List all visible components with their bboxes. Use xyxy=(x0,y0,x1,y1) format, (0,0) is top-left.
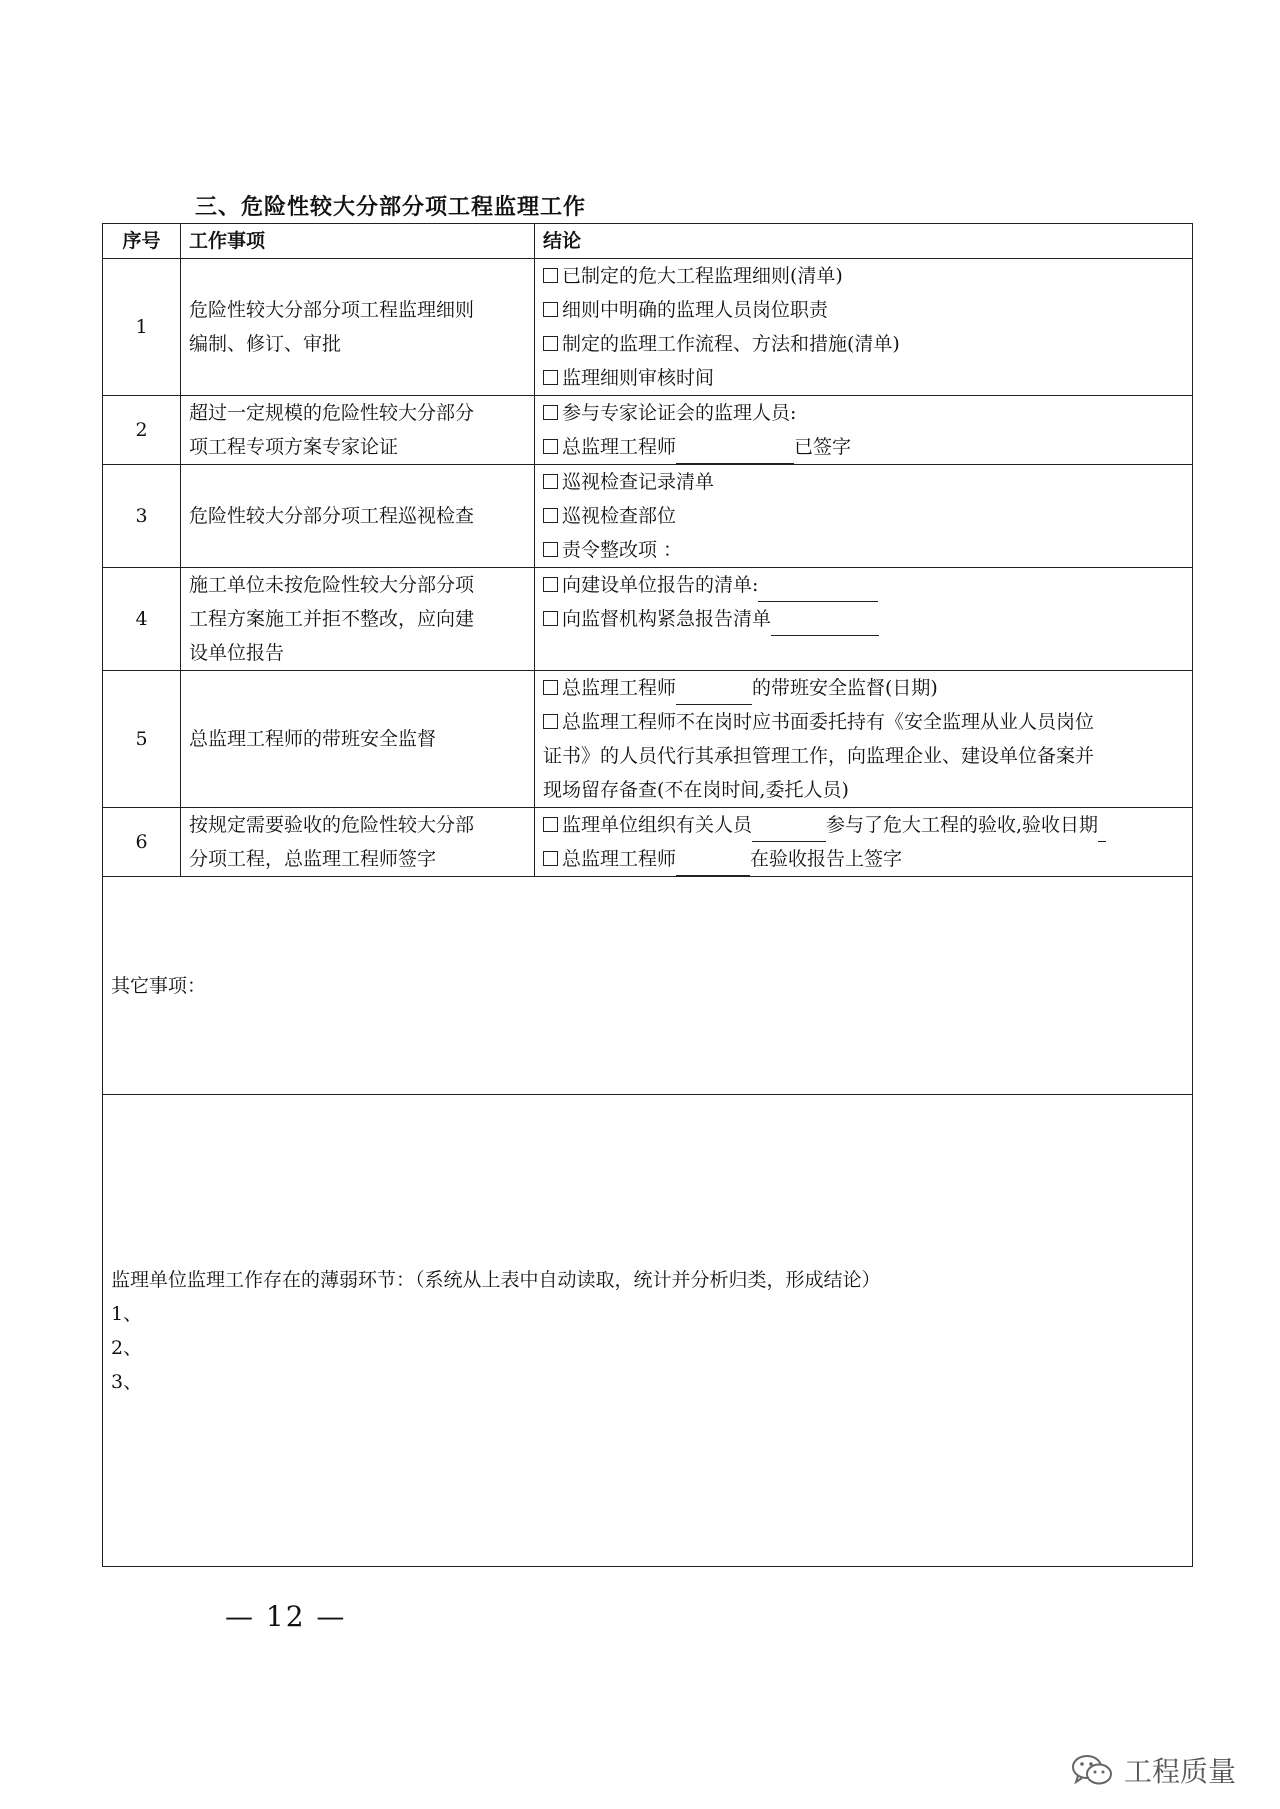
conclusion-text: 已签字 xyxy=(794,436,852,458)
table-row xyxy=(103,259,1193,396)
checkbox[interactable] xyxy=(543,336,558,351)
checkbox[interactable] xyxy=(543,439,558,454)
conclusion-text: 制定的监理工作流程、方法和措施(清单) xyxy=(562,333,900,355)
item-line: 危险性较大分部分项工程巡视检查 xyxy=(189,505,475,527)
header-item: 工作事项 xyxy=(181,224,535,259)
conclusion-text: 监理细则审核时间 xyxy=(562,367,715,389)
other-items-row xyxy=(103,877,1193,1095)
section-title: 三、危险性较大分部分项工程监理工作 xyxy=(195,195,587,220)
item-line: 编制、修订、审批 xyxy=(189,333,342,355)
checkbox[interactable] xyxy=(543,851,558,866)
row-conclusion xyxy=(535,671,1193,808)
row-number: 2 xyxy=(103,396,181,465)
row-conclusion xyxy=(535,396,1193,465)
conclusion-text: 责令整改项 ： xyxy=(562,539,683,561)
item-line: 工程方案施工并拒不整改，应向建 xyxy=(189,608,475,630)
table-row xyxy=(103,396,1193,465)
table-row xyxy=(103,568,1193,671)
item-line: 项工程专项方案专家论证 xyxy=(189,436,399,458)
row-item xyxy=(181,568,535,671)
row-number: 1 xyxy=(103,259,181,396)
fill-in-blank[interactable] xyxy=(676,682,752,705)
checkbox[interactable] xyxy=(543,611,558,626)
item-line: 施工单位未按危险性较大分部分项 xyxy=(189,574,475,596)
conclusion-text: 参与了危大工程的验收,验收日期 xyxy=(826,814,1099,836)
checkbox[interactable] xyxy=(543,577,558,592)
row-number: 6 xyxy=(103,808,181,877)
row-conclusion xyxy=(535,465,1193,568)
page-number: — 12 — xyxy=(225,1600,347,1633)
conclusion-text: 总监理工程师不在岗时应书面委托持有《安全监理从业人员岗位 xyxy=(562,711,1095,733)
row-number: 3 xyxy=(103,465,181,568)
item-line: 分项工程，总监理工程师签字 xyxy=(189,848,437,870)
conclusion-text: 巡视检查记录清单 xyxy=(562,471,715,493)
row-item xyxy=(181,808,535,877)
weak-point-item: 2、 xyxy=(111,1336,143,1359)
conclusion-text: 总监理工程师 xyxy=(562,436,677,458)
row-conclusion xyxy=(535,568,1193,671)
header-conclusion: 结论 xyxy=(535,224,1193,259)
conclusion-text: 总监理工程师 xyxy=(562,848,677,870)
fill-in-blank[interactable] xyxy=(758,579,878,602)
fill-in-blank[interactable] xyxy=(676,853,750,876)
conclusion-text: 的带班安全监督(日期) xyxy=(752,677,938,699)
weak-points-label: 监理单位监理工作存在的薄弱环节：（系统从上表中自动读取，统计并分析归类，形成结论） xyxy=(111,1268,881,1291)
row-item xyxy=(181,259,535,396)
row-conclusion xyxy=(535,808,1193,877)
item-line: 总监理工程师的带班安全监督 xyxy=(189,728,437,750)
row-item xyxy=(181,465,535,568)
fill-in-blank[interactable] xyxy=(771,613,879,636)
conclusion-text: 总监理工程师 xyxy=(562,677,677,699)
fill-in-blank[interactable] xyxy=(1098,819,1106,842)
conclusion-text: 现场留存备查(不在岗时间,委托人员) xyxy=(543,779,849,801)
header-num: 序号 xyxy=(103,224,181,259)
supervision-table xyxy=(102,223,1193,1567)
row-item xyxy=(181,396,535,465)
watermark xyxy=(1070,1750,1236,1790)
item-line: 危险性较大分部分项工程监理细则 xyxy=(189,299,475,321)
weak-point-item: 3、 xyxy=(111,1370,143,1393)
other-items-label: 其它事项： xyxy=(111,974,207,997)
weak-points-row xyxy=(103,1095,1193,1567)
wechat-icon xyxy=(1070,1753,1114,1787)
table-row xyxy=(103,465,1193,568)
checkbox[interactable] xyxy=(543,370,558,385)
conclusion-text: 已制定的危大工程监理细则(清单) xyxy=(562,265,843,287)
checkbox[interactable] xyxy=(543,508,558,523)
table-row xyxy=(103,808,1193,877)
conclusion-text: 在验收报告上签字 xyxy=(750,848,903,870)
item-line: 超过一定规模的危险性较大分部分 xyxy=(189,402,475,424)
conclusion-text: 向监督机构紧急报告清单 xyxy=(562,608,772,630)
checkbox[interactable] xyxy=(543,302,558,317)
item-line: 按规定需要验收的危险性较大分部 xyxy=(189,814,475,836)
conclusion-text: 巡视检查部位 xyxy=(562,505,677,527)
conclusion-text: 监理单位组织有关人员 xyxy=(562,814,753,836)
checkbox[interactable] xyxy=(543,405,558,420)
checkbox[interactable] xyxy=(543,474,558,489)
row-number: 5 xyxy=(103,671,181,808)
table-header-row xyxy=(103,224,1193,259)
item-line: 设单位报告 xyxy=(189,642,285,664)
checkbox[interactable] xyxy=(543,817,558,832)
conclusion-text: 细则中明确的监理人员岗位职责 xyxy=(562,299,829,321)
table-row xyxy=(103,671,1193,808)
watermark-text: 工程质量 xyxy=(1124,1755,1237,1788)
conclusion-text: 证书》的人员代行其承担管理工作，向监理企业、建设单位备案并 xyxy=(543,745,1095,767)
weak-point-item: 1、 xyxy=(111,1302,143,1325)
checkbox[interactable] xyxy=(543,714,558,729)
row-conclusion xyxy=(535,259,1193,396)
fill-in-blank[interactable] xyxy=(752,819,826,842)
weak-points-cell[interactable] xyxy=(103,1095,1193,1567)
row-number: 4 xyxy=(103,568,181,671)
conclusion-text: 参与专家论证会的监理人员: xyxy=(562,402,797,424)
checkbox[interactable] xyxy=(543,680,558,695)
fill-in-blank[interactable] xyxy=(676,441,794,464)
checkbox[interactable] xyxy=(543,268,558,283)
other-items-cell[interactable] xyxy=(103,877,1193,1095)
row-item xyxy=(181,671,535,808)
checkbox[interactable] xyxy=(543,542,558,557)
conclusion-text: 向建设单位报告的清单: xyxy=(562,574,759,596)
